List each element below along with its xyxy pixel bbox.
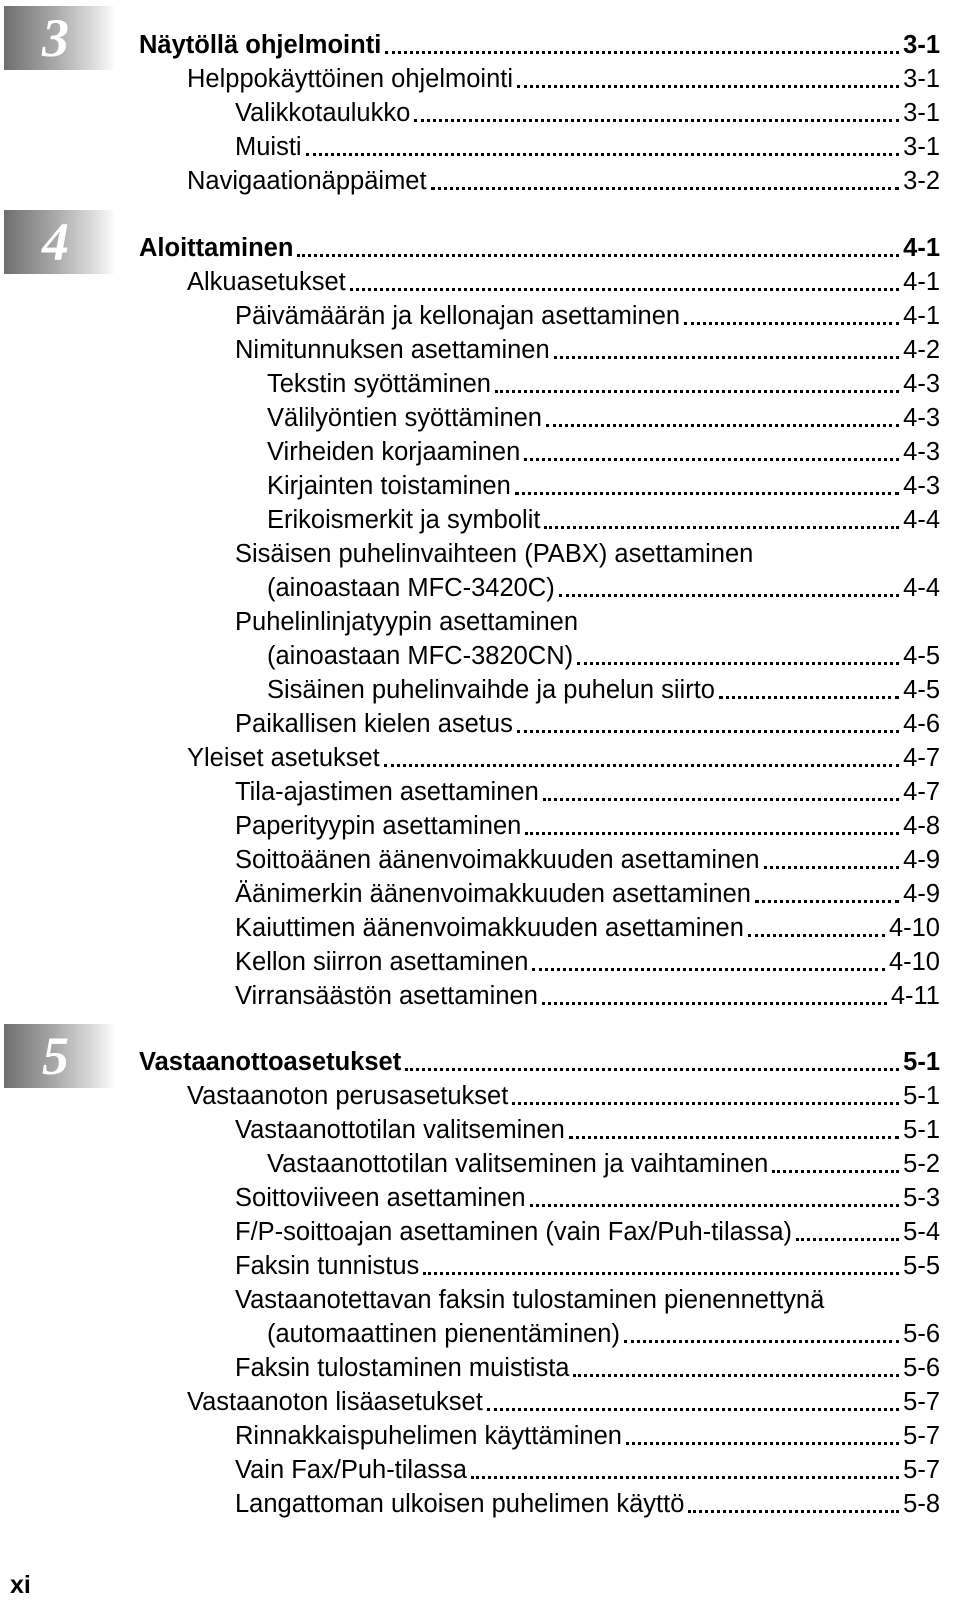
toc-entry[interactable]: Vastaanottotilan valitseminen ja vaihtaminen 5-2 bbox=[267, 1150, 940, 1178]
toc-entry[interactable]: Vastaanottotilan valitseminen 5-1 bbox=[235, 1116, 940, 1144]
toc-entry-continued[interactable]: Vastaanotettavan faksin tulostaminen pienennettynä bbox=[235, 1286, 825, 1314]
toc-entry[interactable]: Kellon siirron asettaminen 4-10 bbox=[235, 948, 940, 976]
toc-entry[interactable]: Yleiset asetukset 4-7 bbox=[187, 744, 940, 772]
toc-entry[interactable]: Virransäästön asettaminen 4-11 bbox=[235, 982, 940, 1010]
toc-entry[interactable]: Päivämäärän ja kellonajan asettaminen 4-1 bbox=[235, 302, 940, 330]
page-number: xi bbox=[10, 1571, 31, 1599]
toc-entry[interactable]: Langattoman ulkoisen puhelimen käyttö 5-8 bbox=[235, 1490, 940, 1518]
toc-entry[interactable]: Paperityypin asettaminen 4-8 bbox=[235, 812, 940, 840]
toc-entry[interactable]: Navigaationäppäimet 3-2 bbox=[187, 167, 940, 195]
toc-entry[interactable]: F/P-soittoajan asettaminen (vain Fax/Puh-tilassa) 5-4 bbox=[235, 1218, 940, 1246]
toc-entry[interactable]: Aloittaminen 4-1 bbox=[139, 234, 940, 262]
toc-entry-continued[interactable]: Puhelinlinjatyypin asettaminen bbox=[235, 608, 579, 636]
chapter-tab bbox=[4, 1024, 116, 1088]
chapter-tab bbox=[4, 6, 116, 70]
toc-entry[interactable]: Vain Fax/Puh-tilassa 5-7 bbox=[235, 1456, 940, 1484]
toc-entry[interactable]: Faksin tulostaminen muistista 5-6 bbox=[235, 1354, 940, 1382]
toc-entry[interactable]: Kaiuttimen äänenvoimakkuuden asettaminen 4-10 bbox=[235, 914, 940, 942]
toc-entry[interactable]: Sisäinen puhelinvaihde ja puhelun siirto 4-5 bbox=[267, 676, 940, 704]
toc-entry[interactable]: (automaattinen pienentäminen) 5-6 bbox=[267, 1320, 940, 1348]
chapter-number: 5 bbox=[42, 1026, 69, 1086]
toc-entry[interactable]: Soittoäänen äänenvoimakkuuden asettaminen 4-9 bbox=[235, 846, 940, 874]
toc-entry[interactable]: Alkuasetukset 4-1 bbox=[187, 268, 940, 296]
toc-entry[interactable]: (ainoastaan MFC-3820CN) 4-5 bbox=[267, 642, 940, 670]
toc-entry[interactable]: Erikoismerkit ja symbolit 4-4 bbox=[267, 506, 940, 534]
toc-entry[interactable]: Nimitunnuksen asettaminen 4-2 bbox=[235, 336, 940, 364]
toc-entry[interactable]: Faksin tunnistus 5-5 bbox=[235, 1252, 940, 1280]
toc-entry[interactable]: Soittoviiveen asettaminen 5-3 bbox=[235, 1184, 940, 1212]
toc-entry[interactable]: Paikallisen kielen asetus 4-6 bbox=[235, 710, 940, 738]
toc-entry[interactable]: (ainoastaan MFC-3420C) 4-4 bbox=[267, 574, 940, 602]
toc-entry[interactable]: Vastaanottoasetukset 5-1 bbox=[139, 1048, 940, 1076]
toc-entry[interactable]: Virheiden korjaaminen 4-3 bbox=[267, 438, 940, 466]
chapter-number: 3 bbox=[42, 8, 69, 68]
toc-entry[interactable]: Vastaanoton perusasetukset 5-1 bbox=[187, 1082, 940, 1110]
chapter-number: 4 bbox=[42, 212, 69, 272]
toc-entry-continued[interactable]: Sisäisen puhelinvaihteen (PABX) asettaminen bbox=[235, 540, 754, 568]
toc-entry[interactable]: Tekstin syöttäminen 4-3 bbox=[267, 370, 940, 398]
toc-entry[interactable]: Valikkotaulukko 3-1 bbox=[235, 99, 940, 127]
toc-entry[interactable]: Näytöllä ohjelmointi 3-1 bbox=[139, 31, 940, 59]
toc-entry[interactable]: Kirjainten toistaminen 4-3 bbox=[267, 472, 940, 500]
toc-entry[interactable]: Välilyöntien syöttäminen 4-3 bbox=[267, 404, 940, 432]
toc-entry[interactable]: Tila-ajastimen asettaminen 4-7 bbox=[235, 778, 940, 806]
toc-entry[interactable]: Muisti 3-1 bbox=[235, 133, 940, 161]
toc-entry[interactable]: Rinnakkaispuhelimen käyttäminen 5-7 bbox=[235, 1422, 940, 1450]
toc-entry[interactable]: Äänimerkin äänenvoimakkuuden asettaminen 4-9 bbox=[235, 880, 940, 908]
chapter-tab bbox=[4, 210, 116, 274]
toc-entry[interactable]: Helppokäyttöinen ohjelmointi 3-1 bbox=[187, 65, 940, 93]
toc-entry[interactable]: Vastaanoton lisäasetukset 5-7 bbox=[187, 1388, 940, 1416]
